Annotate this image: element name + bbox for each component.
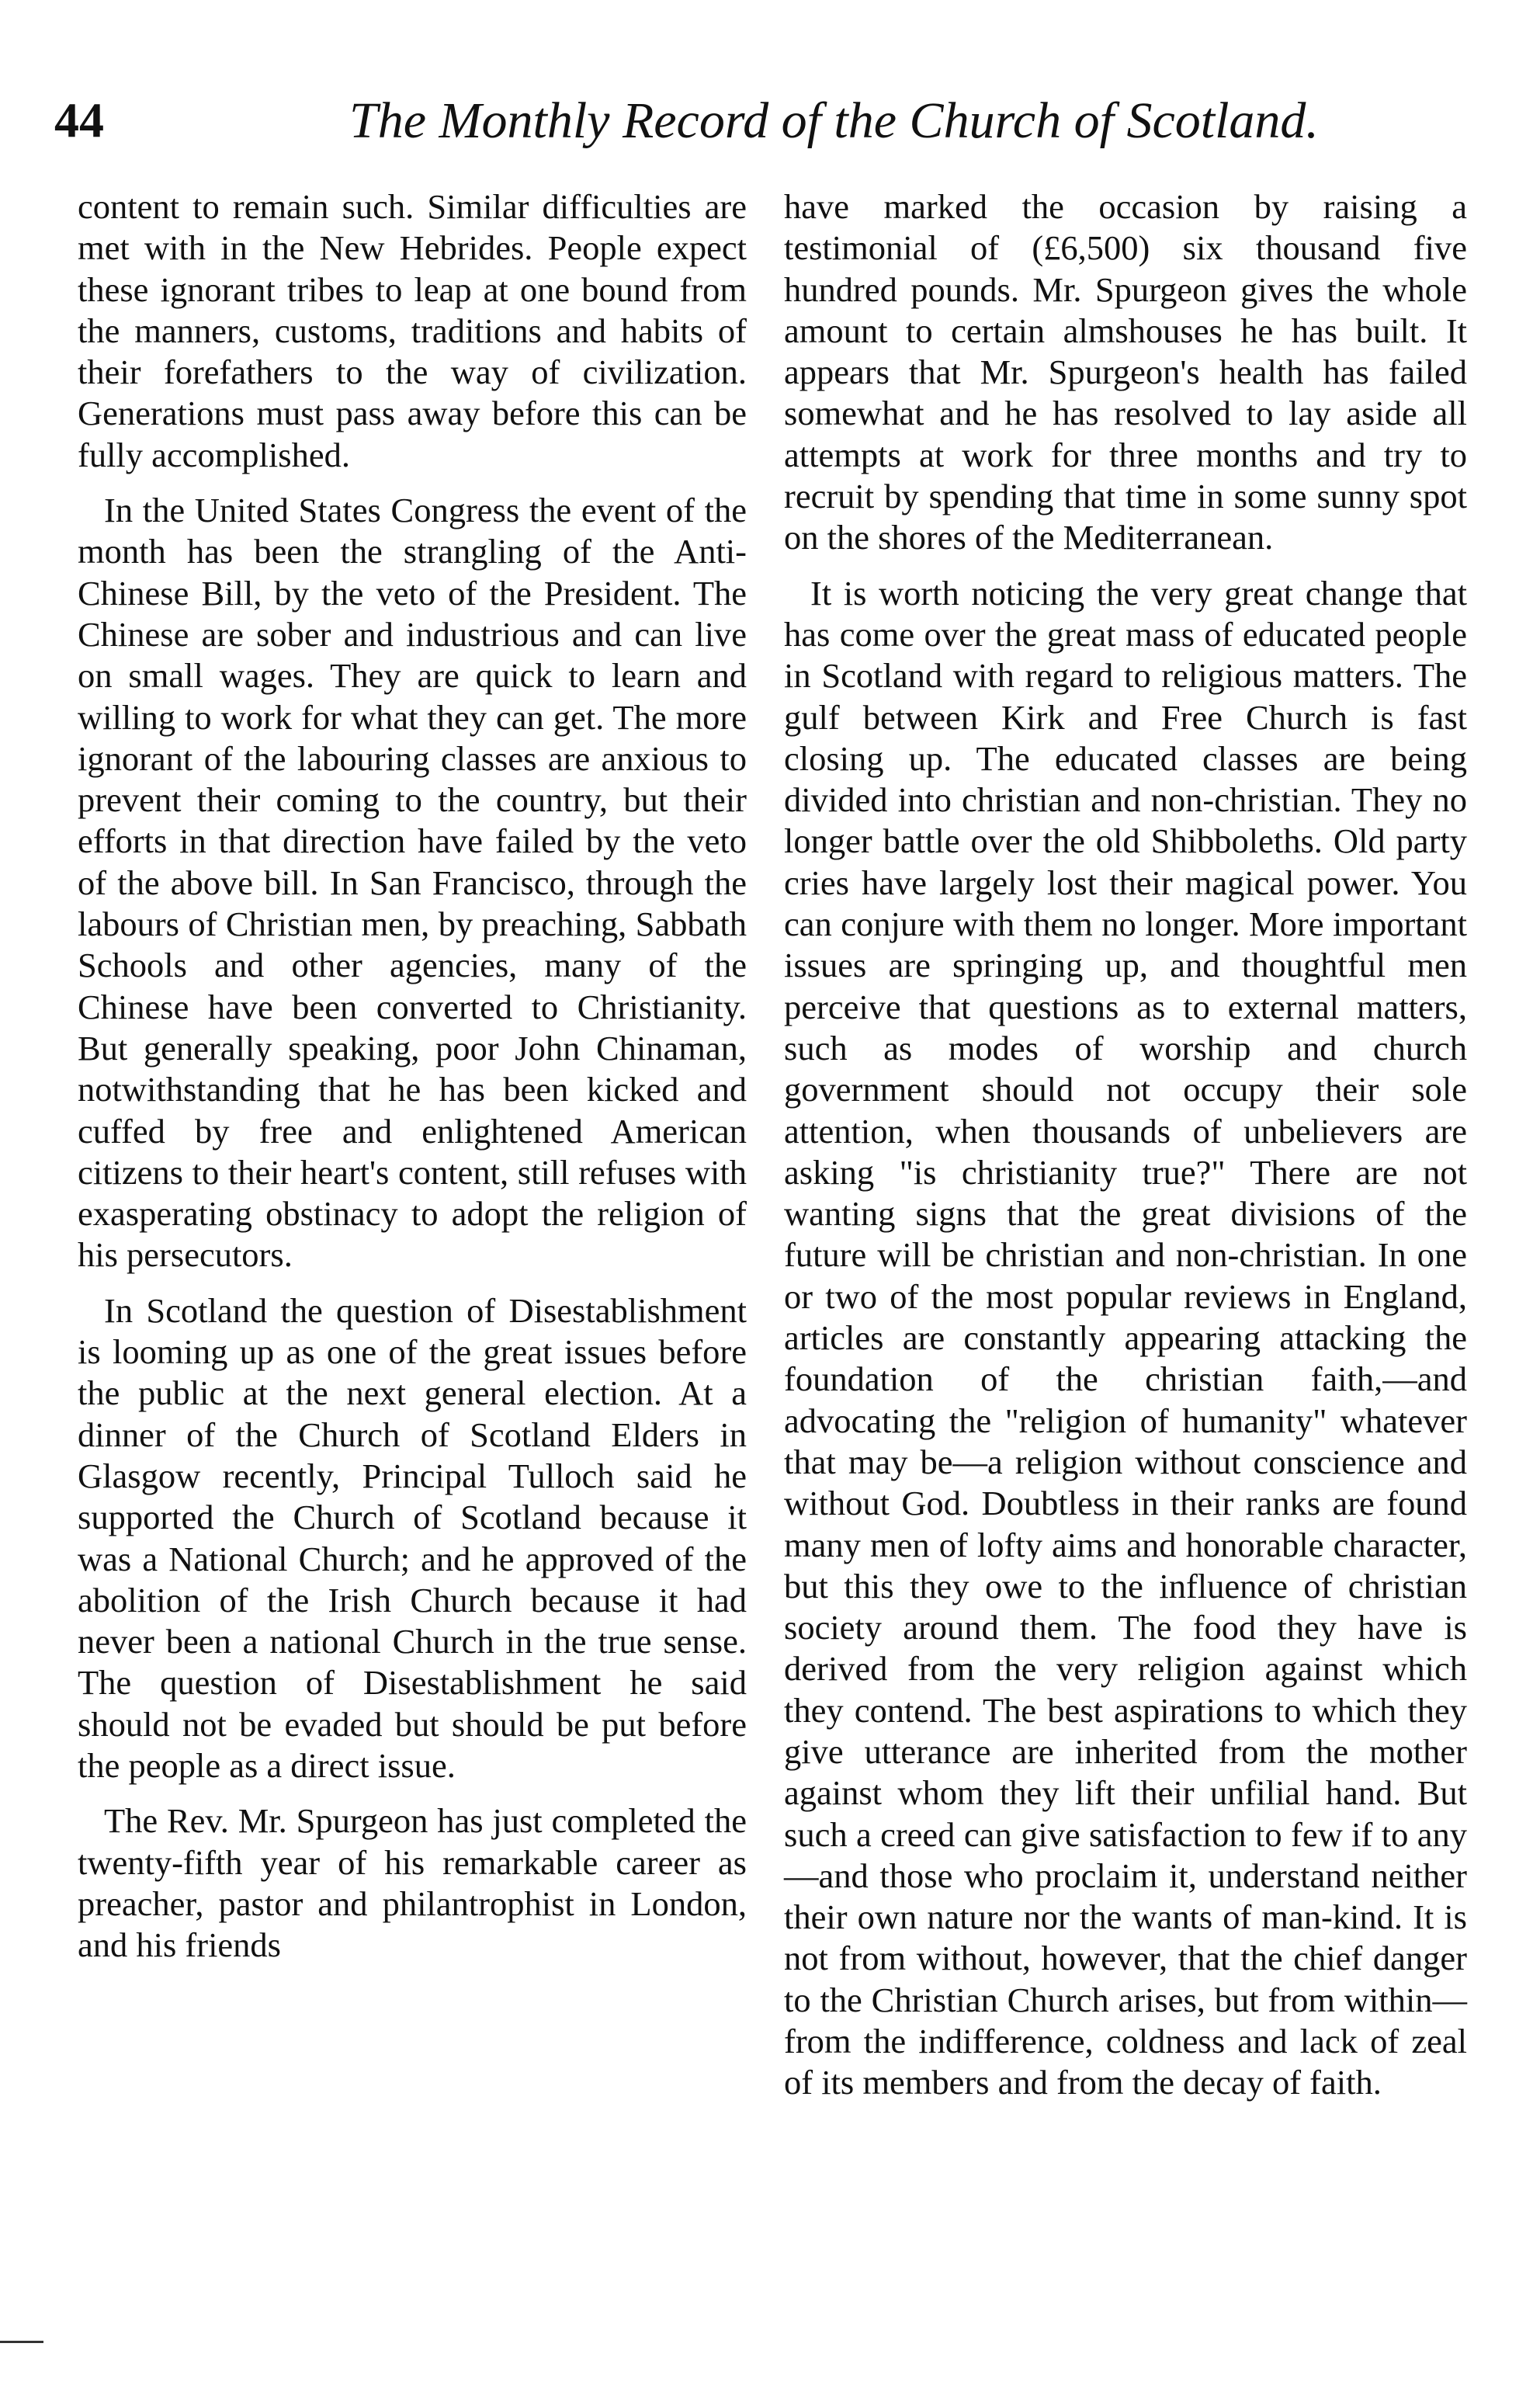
footer-rule bbox=[0, 2341, 43, 2343]
right-paragraph-2: It is worth noticing the very great change that has come over the great mass of educated people in Scotland with regard to religious matters. The gulf between Kirk and Free Church is fast closing up. The educated classes are being divided into christian and non-christian. They no longer battle over the old Shibboleths. Old party cries have largely lost their magical power. You can conjure with them no longer. More important issues are springing up, and thoughtful men perceive that questions as to external matters, such as modes of worship and church government should not occupy their sole attention, when thousands of unbelievers are asking "is christianity true?" There are not wanting signs that the great divisions of the future will be christian and non-christian. In one or two of the most popular reviews in England, articles are constantly appearing attacking the foundation of the christian faith,—and advocating the "religion of humanity" whatever that may be—a religion without conscience and without God. Doubtless in their ranks are found many men of lofty aims and honorable character, but this they owe to the influence of christian society around them. The food they have is derived from the very religion against which they contend. The best aspirations to which they give utterance are inherited from the mother against whom they lift their unfilial hand. But such a creed can give satisfaction to few if to any—and those who proclaim it, understand neither their own nature nor the wants of man-kind. It is not from without, however, that the chief danger to the Christian Church arises, but from within—from the indifference, coldness and lack of zeal of its members and from the decay of faith. bbox=[784, 573, 1467, 2102]
left-paragraph-4: The Rev. Mr. Spurgeon has just completed the twenty-fifth year of his remarkable career as preacher, pastor and philantrophist in London, and his friends bbox=[78, 1801, 747, 1965]
page-header bbox=[54, 92, 1467, 169]
right-paragraph-1: have marked the occasion by raising a testimonial of (£6,500) six thousand five hundred pounds. Mr. Spurgeon gives the whole amount to certain almshouses he has built. It appears that Mr. Spurgeon's health has failed somewhat and he has resolved to lay aside all attempts at work for three months and try to recruit by spending that time in some sunny spot on the shores of the Mediterranean. bbox=[784, 187, 1467, 557]
left-column bbox=[78, 186, 747, 1966]
left-paragraph-2: In the United States Congress the event of the month has been the strangling of the Anti-Chinese Bill, by the veto of the President. The Chinese are sober and industrious and can live on small wages. They are quick to learn and willing to work for what they can get. The more ignorant of the labouring classes are anxious to prevent their coming to the country, but their efforts in that direction have failed by the veto of the above bill. In San Francisco, through the labours of Christian men, by preaching, Sabbath Schools and other agencies, many of the Chinese have been converted to Christianity. But generally speaking, poor John Chinaman, notwithstanding that he has been kicked and cuffed by free and enlightened American citizens to their heart's content, still refuses with exasperating obstinacy to adopt the religion of his persecutors. bbox=[78, 491, 747, 1275]
running-title: The Monthly Record of the Church of Scotland. bbox=[349, 92, 1319, 149]
page-number: 44 bbox=[54, 92, 104, 148]
left-paragraph-1: content to remain such. Similar difficulties are met with in the New Hebrides. People expect these ignorant tribes to leap at one bound from the manners, customs, traditions and habits of their forefathers to the way of civilization. Generations must pass away before this can be fully accomplished. bbox=[78, 187, 747, 474]
right-column bbox=[784, 186, 1467, 2104]
left-paragraph-3: In Scotland the question of Disestablishment is looming up as one of the great issues before the public at the next general election. At a dinner of the Church of Scotland Elders in Glasgow recently, Principal Tulloch said he supported the Church of Scotland because it was a National Church; and he approved of the abolition of the Irish Church because it had never been a national Church in the true sense. The question of Disestablishment he said should not be evaded but should be put before the people as a direct issue. bbox=[78, 1290, 747, 1785]
